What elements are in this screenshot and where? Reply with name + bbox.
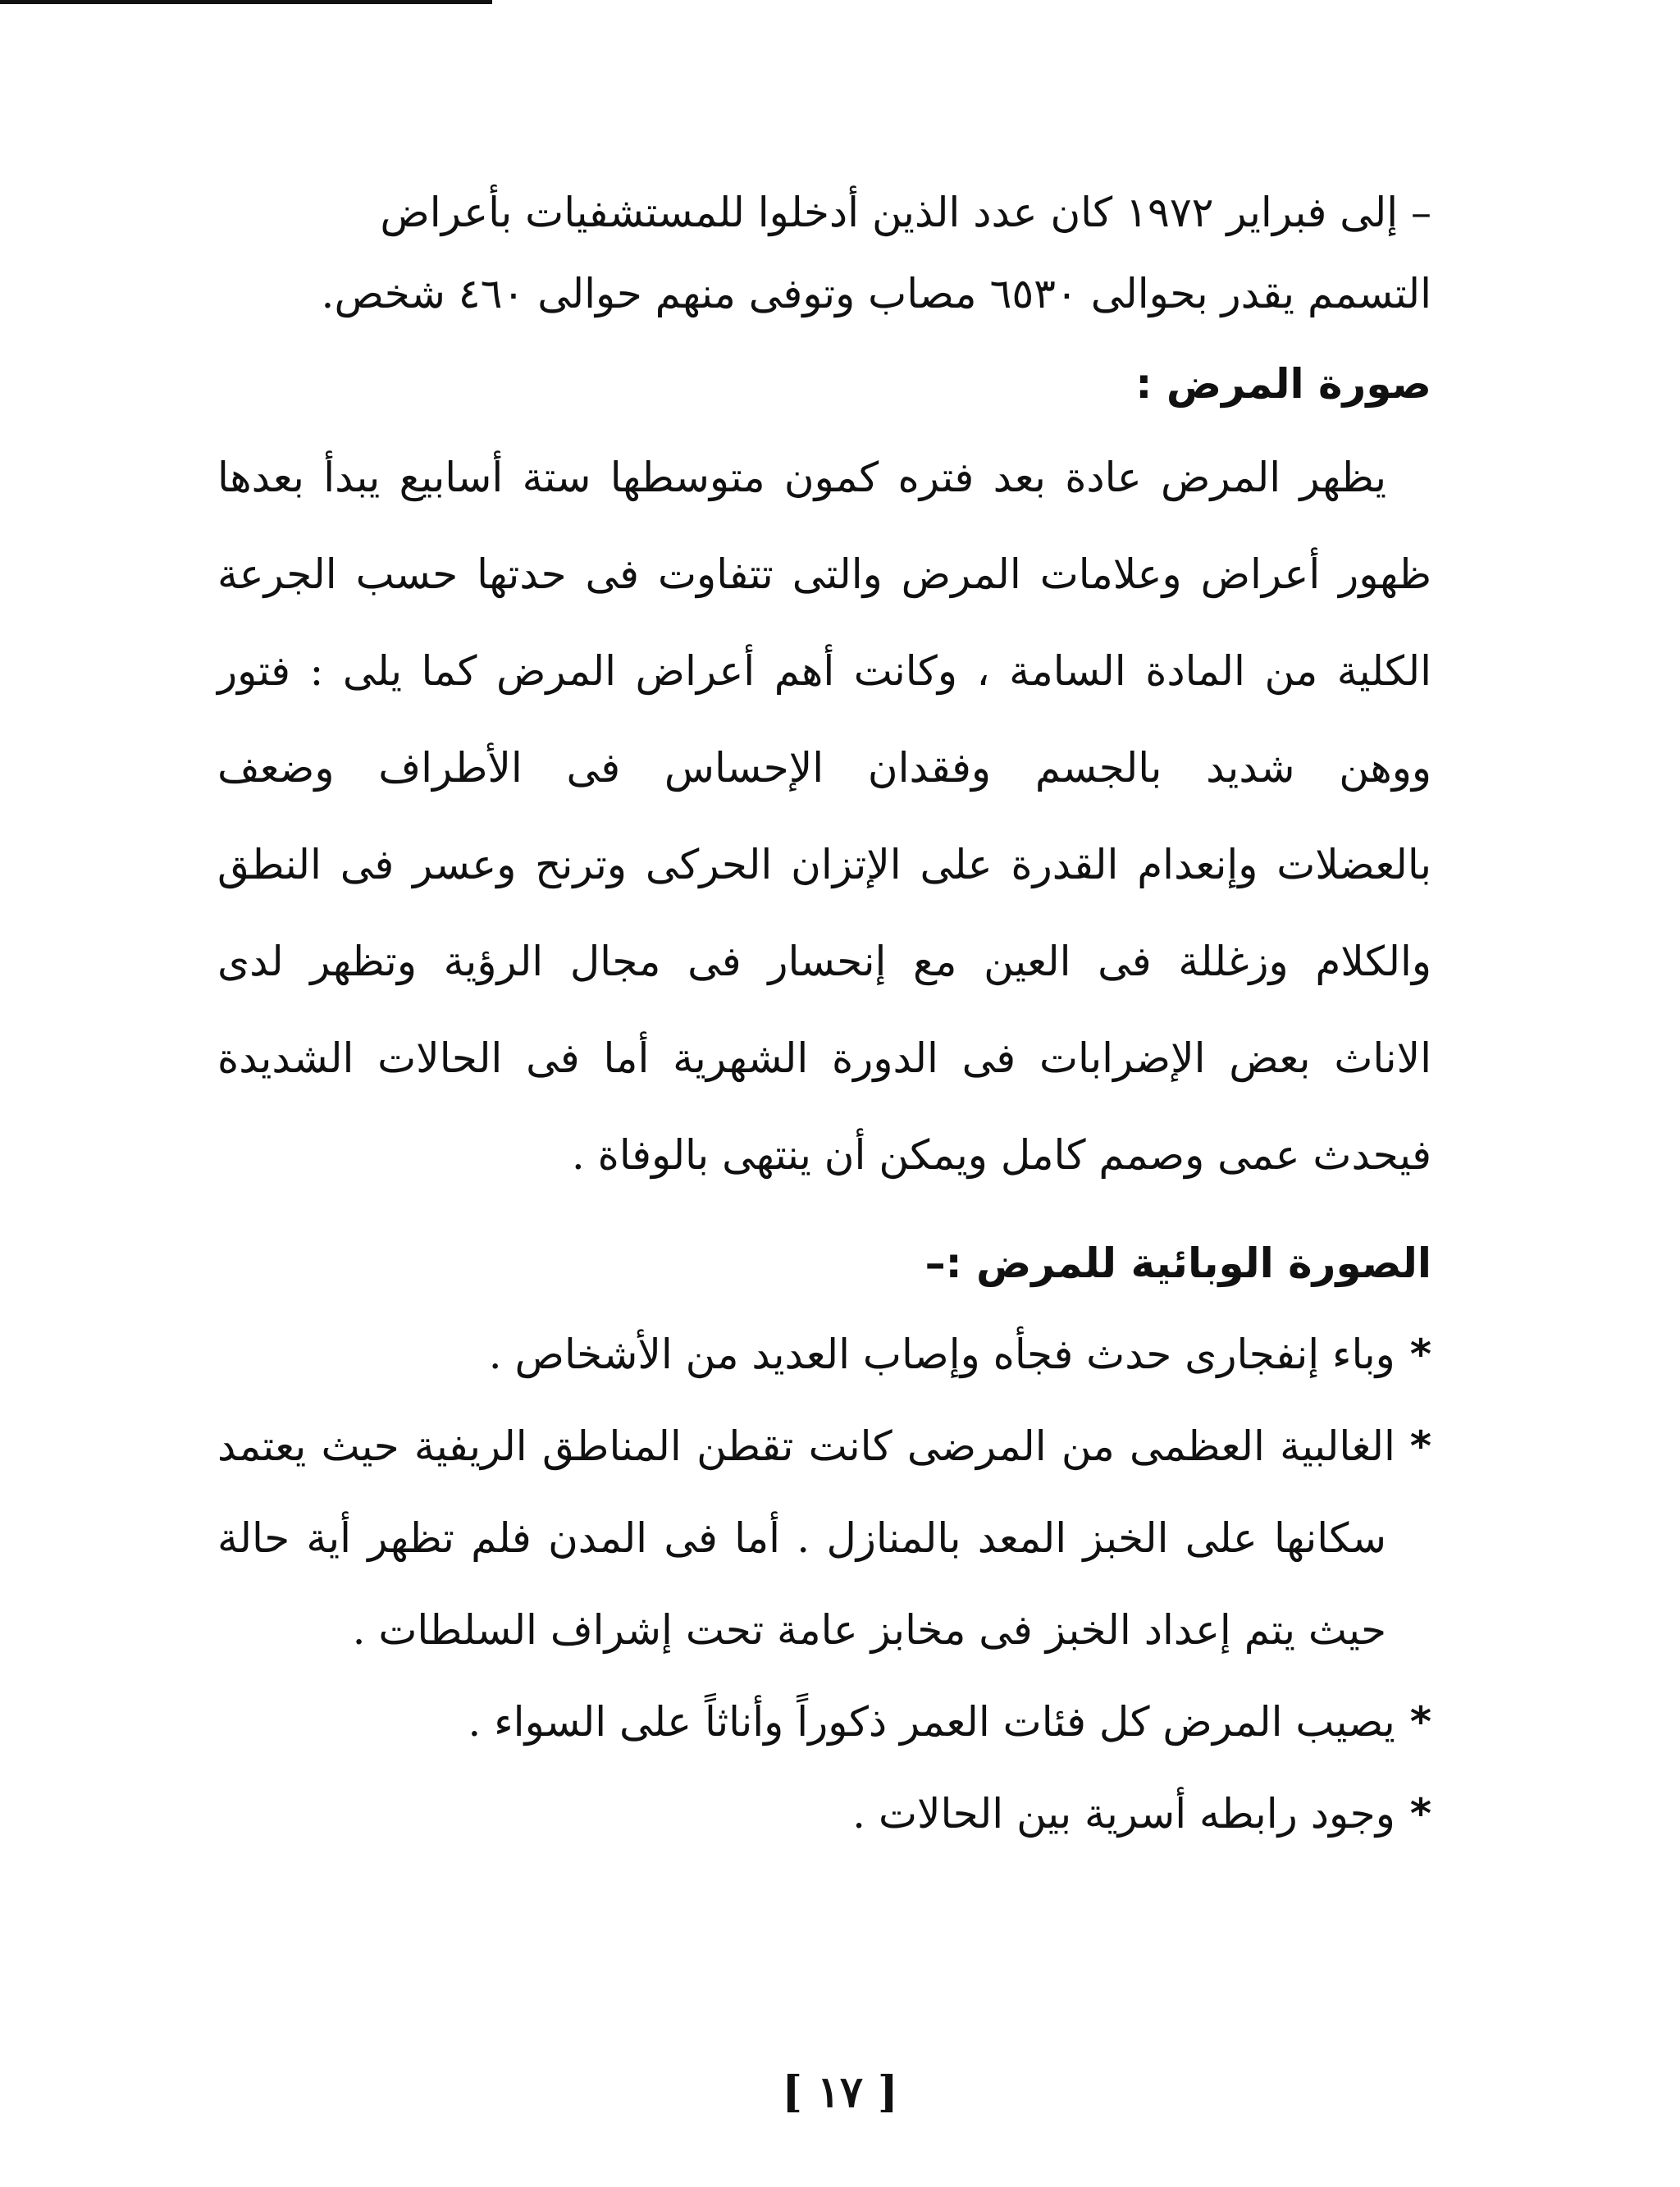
bullet-text: وجود رابطه أسرية بين الحالات . bbox=[852, 1790, 1395, 1838]
bullet-item bbox=[217, 1676, 1431, 1768]
top-rule bbox=[0, 0, 492, 4]
bullet-star-icon: * bbox=[1409, 1422, 1431, 1470]
bullet-item bbox=[217, 1308, 1431, 1400]
document-page bbox=[217, 176, 1431, 1860]
bullet-continuation: حيث يتم إعداد الخبز فى مخابز عامة تحت إشراف السلطات . bbox=[352, 1606, 1386, 1654]
bullet-item bbox=[217, 1768, 1431, 1860]
paragraph-line: يظهر المرض عادة بعد فتره كمون متوسطها ستة أسابيع يبدأ بعدها bbox=[217, 454, 1386, 501]
intro-line-1: – إلى فبراير ١٩٧٢ كان عدد الذين أدخلوا للمستشفيات بأعراض bbox=[380, 189, 1431, 236]
bullet-star-icon: * bbox=[1409, 1698, 1431, 1746]
section-heading-epidemiology: الصورة الوبائية للمرض :– bbox=[924, 1240, 1431, 1287]
bullet-text: وباء إنفجارى حدث فجأه وإصاب العديد من الأشخاص . bbox=[488, 1331, 1395, 1378]
bullet-continuation: سكانها على الخبز المعد بالمنازل . أما فى المدن فلم تظهر أية حالة bbox=[217, 1514, 1386, 1562]
bullet-text: الغالبية العظمى من المرضى كانت تقطن المناطق الريفية حيث يعتمد bbox=[217, 1422, 1395, 1470]
bullet-star-icon: * bbox=[1409, 1790, 1431, 1838]
paragraph-line: الاناث بعض الإضرابات فى الدورة الشهرية أما فى الحالات الشديدة bbox=[217, 1034, 1431, 1082]
intro-line-2: التسمم يقدر بحوالى ٦٥٣٠ مصاب وتوفى منهم حوالى ٤٦٠ شخص. bbox=[321, 270, 1431, 317]
section-heading-disease-picture: صورة المرض : bbox=[1135, 360, 1431, 408]
bullet-item bbox=[217, 1400, 1431, 1492]
bullet-text: يصيب المرض كل فئات العمر ذكوراً وأناثاً على السواء . bbox=[468, 1698, 1395, 1746]
paragraph-line: بالعضلات وإنعدام القدرة على الإتزان الحركى وترنح وعسر فى النطق bbox=[217, 841, 1431, 888]
bullet-star-icon: * bbox=[1409, 1331, 1431, 1378]
paragraph-line: الكلية من المادة السامة ، وكانت أهم أعراض المرض كما يلى : فتور bbox=[217, 647, 1431, 695]
page-number: [ ١٧ ] bbox=[782, 2067, 898, 2117]
paragraph-line: فيحدث عمى وصمم كامل ويمكن أن ينتهى بالوفاة . bbox=[571, 1131, 1431, 1179]
paragraph-line: ووهن شديد بالجسم وفقدان الإحساس فى الأطراف وضعف bbox=[217, 744, 1431, 792]
paragraph-line: ظهور أعراض وعلامات المرض والتى تتفاوت فى حدتها حسب الجرعة bbox=[217, 550, 1431, 598]
paragraph-line: والكلام وزغللة فى العين مع إنحسار فى مجال الرؤية وتظهر لدى bbox=[217, 938, 1431, 985]
